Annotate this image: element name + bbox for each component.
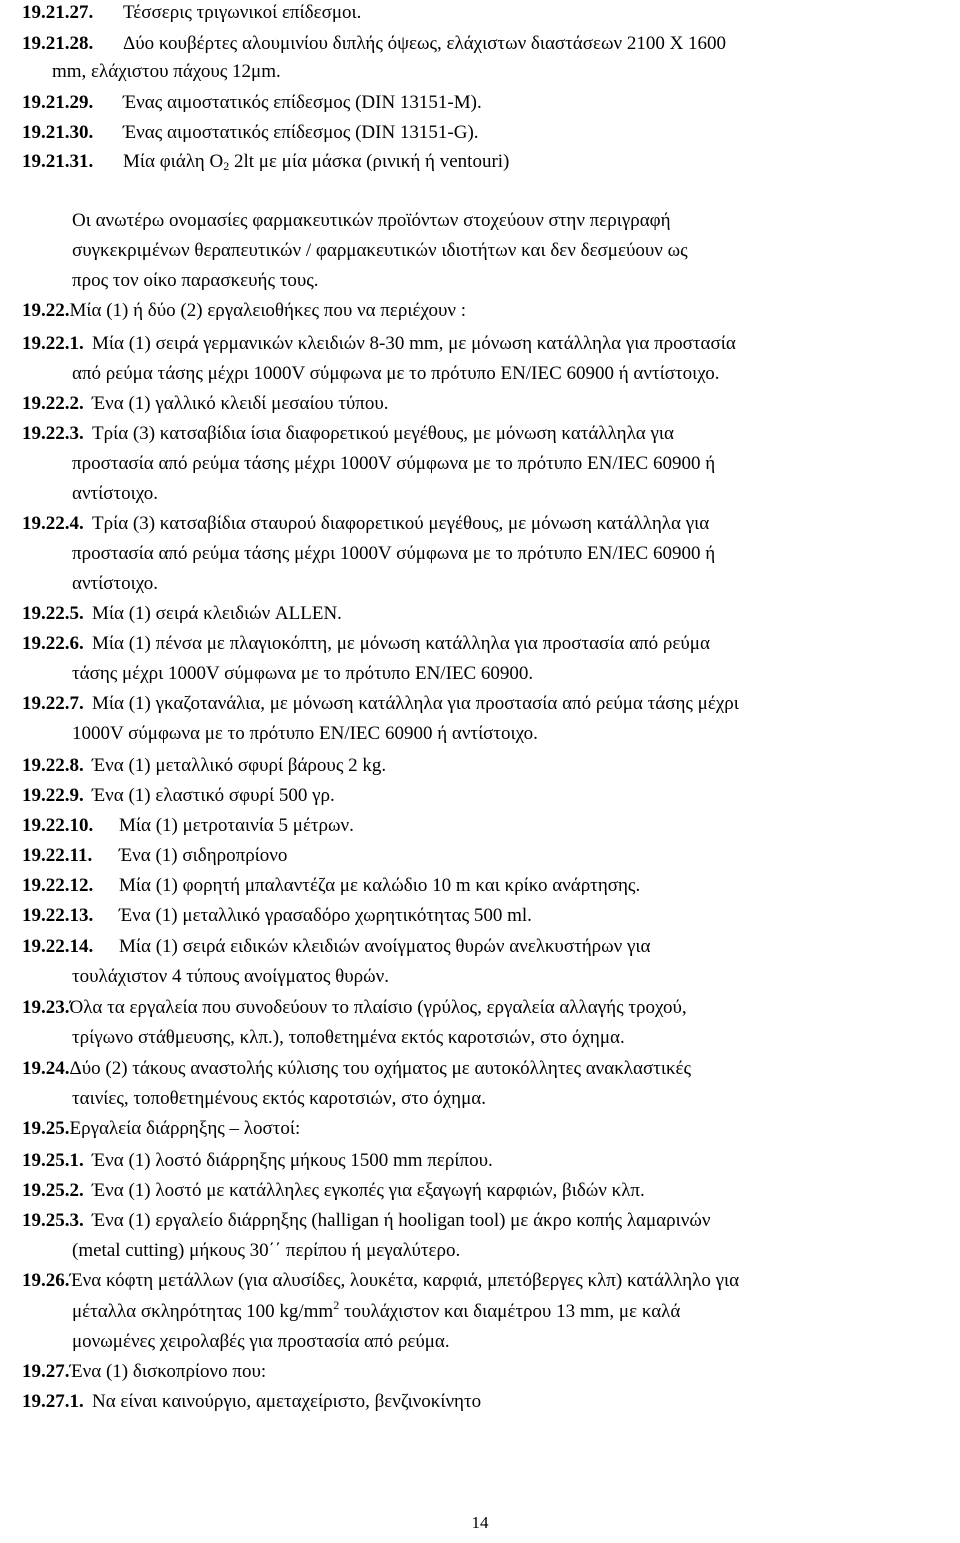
continuation-line: από ρεύμα τάσης μέχρι 1000V σύμφωνα με το πρότυπο EN/IEC 60900 ή αντίστοιχο. xyxy=(72,363,720,384)
list-item: 19.25.3. Ένα (1) εργαλείο διάρρηξης (halligan ή hooligan tool) με άκρο κοπής λαμαρινών xyxy=(22,1210,711,1231)
section-heading: 19.25.Εργαλεία διάρρηξης – λοστοί: xyxy=(22,1118,301,1139)
list-item: 19.25.2. Ένα (1) λοστό με κατάλληλες εγκοπές για εξαγωγή καρφιών, βιδών κλπ. xyxy=(22,1180,645,1201)
list-item: 19.22.10. Μία (1) μετροταινία 5 μέτρων. xyxy=(22,815,354,836)
section-heading: 19.27.Ένα (1) δισκοπρίονο που: xyxy=(22,1361,267,1382)
list-item: 19.25.1. Ένα (1) λοστό διάρρηξης μήκους 1500 mm περίπου. xyxy=(22,1150,493,1171)
continuation-line: τουλάχιστον 4 τύπους ανοίγματος θυρών. xyxy=(72,966,389,987)
continuation-line: τάσης μέχρι 1000V σύμφωνα με το πρότυπο EN/IEC 60900. xyxy=(72,663,534,684)
continuation-line: 1000V σύμφωνα με το πρότυπο EN/IEC 60900 ή αντίστοιχο. xyxy=(72,723,538,744)
list-item: 19.22.4. Τρία (3) κατσαβίδια σταυρού διαφορετικού μεγέθους, με μόνωση κατάλληλα για xyxy=(22,513,710,534)
continuation-line: mm, ελάχιστου πάχους 12μm. xyxy=(52,61,281,82)
section-heading: 19.26.Ένα κόφτη μετάλλων (για αλυσίδες, λουκέτα, καρφιά, μπετόβεργες κλπ) κατάλληλο για xyxy=(22,1270,740,1291)
list-item: 19.22.11. Ένα (1) σιδηροπρίονο xyxy=(22,845,288,866)
list-item: 19.22.8. Ένα (1) μεταλλικό σφυρί βάρους 2 kg. xyxy=(22,755,387,776)
continuation-line: ταινίες, τοποθετημένους εκτός καροτσιών, στο όχημα. xyxy=(72,1088,487,1109)
list-item: 19.22.12. Μία (1) φορητή μπαλαντέζα με καλώδιο 10 m και κρίκο ανάρτησης. xyxy=(22,875,641,896)
section-heading: 19.23.Όλα τα εργαλεία που συνοδεύουν το πλαίσιο (γρύλος, εργαλεία αλλαγής τροχού, xyxy=(22,997,687,1018)
list-item: 19.22.5. Μία (1) σειρά κλειδιών ALLEN. xyxy=(22,603,342,624)
list-item: 19.22.2. Ένα (1) γαλλικό κλειδί μεσαίου τύπου. xyxy=(22,393,389,414)
list-item: 19.22.9. Ένα (1) ελαστικό σφυρί 500 γρ. xyxy=(22,785,335,806)
continuation-line: αντίστοιχο. xyxy=(72,483,159,504)
note-line: Οι ανωτέρω ονομασίες φαρμακευτικών προϊόντων στοχεύουν στην περιγραφή xyxy=(72,210,671,231)
list-item: 19.22.6. Μία (1) πένσα με πλαγιοκόπτη, με μόνωση κατάλληλα για προστασία από ρεύμα xyxy=(22,633,710,654)
list-item: 19.27.1. Να είναι καινούργιο, αμεταχείριστο, βενζινοκίνητο xyxy=(22,1391,482,1412)
note-line: προς τον οίκο παρασκευής τους. xyxy=(72,270,319,291)
continuation-line: τρίγωνο στάθμευσης, κλπ.), τοποθετημένα εκτός καροτσιών, στο όχημα. xyxy=(72,1027,625,1048)
list-item: 19.22.14. Μία (1) σειρά ειδικών κλειδιών ανοίγματος θυρών ανελκυστήρων για xyxy=(22,936,651,957)
continuation-line: (metal cutting) μήκους 30΄΄ περίπου ή μεγαλύτερο. xyxy=(72,1240,461,1261)
continuation-line: μέταλλα σκληρότητας 100 $kg/mm^2$ τουλάχιστον και διαμέτρου 13 mm, με καλά xyxy=(72,1298,681,1322)
list-item: 19.22.7. Μία (1) γκαζοτανάλια, με μόνωση κατάλληλα για προστασία από ρεύμα τάσης μέχρι xyxy=(22,693,739,714)
list-item: 19.22.1. Μία (1) σειρά γερμανικών κλειδιών 8-30 mm, με μόνωση κατάλληλα για προστασία xyxy=(22,333,736,354)
list-item: 19.21.28. Δύο κουβέρτες αλουμινίου διπλής όψεως, ελάχιστων διαστάσεων 2100 Χ 1600 xyxy=(22,33,727,54)
continuation-line: αντίστοιχο. xyxy=(72,573,159,594)
list-item: 19.22.3. Τρία (3) κατσαβίδια ίσια διαφορετικού μεγέθους, με μόνωση κατάλληλα για xyxy=(22,423,674,444)
list-item: 19.21.29. Ένας αιμοστατικός επίδεσμος (DIN 13151-M). xyxy=(22,92,482,113)
continuation-line: μονωμένες χειρολαβές για προστασία από ρεύμα. xyxy=(72,1331,450,1352)
list-item: 19.21.30. Ένας αιμοστατικός επίδεσμος (DIN 13151-G). xyxy=(22,122,479,143)
page-number: 14 xyxy=(471,1513,489,1532)
continuation-line: προστασία από ρεύμα τάσης μέχρι 1000V σύμφωνα με το πρότυπο EN/IEC 60900 ή xyxy=(72,543,716,564)
section-heading: 19.24.Δύο (2) τάκους αναστολής κύλισης του οχήματος με αυτοκόλλητες ανακλαστικές xyxy=(22,1058,692,1079)
section-heading: 19.22.Μία (1) ή δύο (2) εργαλειοθήκες που να περιέχουν : xyxy=(22,300,467,321)
continuation-line: προστασία από ρεύμα τάσης μέχρι 1000V σύμφωνα με το πρότυπο EN/IEC 60900 ή xyxy=(72,453,716,474)
list-item: 19.21.31. Μία φιάλη $O_2$ 2lt με μία μάσκα (ρινική ή ventouri) xyxy=(22,151,510,173)
note-line: συγκεκριμένων θεραπευτικών / φαρμακευτικών ιδιοτήτων και δεν δεσμεύουν ως xyxy=(72,240,688,261)
list-item: 19.21.27. Τέσσερις τριγωνικοί επίδεσμοι. xyxy=(22,2,362,23)
list-item: 19.22.13. Ένα (1) μεταλλικό γρασαδόρο χωρητικότητας 500 ml. xyxy=(22,905,532,926)
